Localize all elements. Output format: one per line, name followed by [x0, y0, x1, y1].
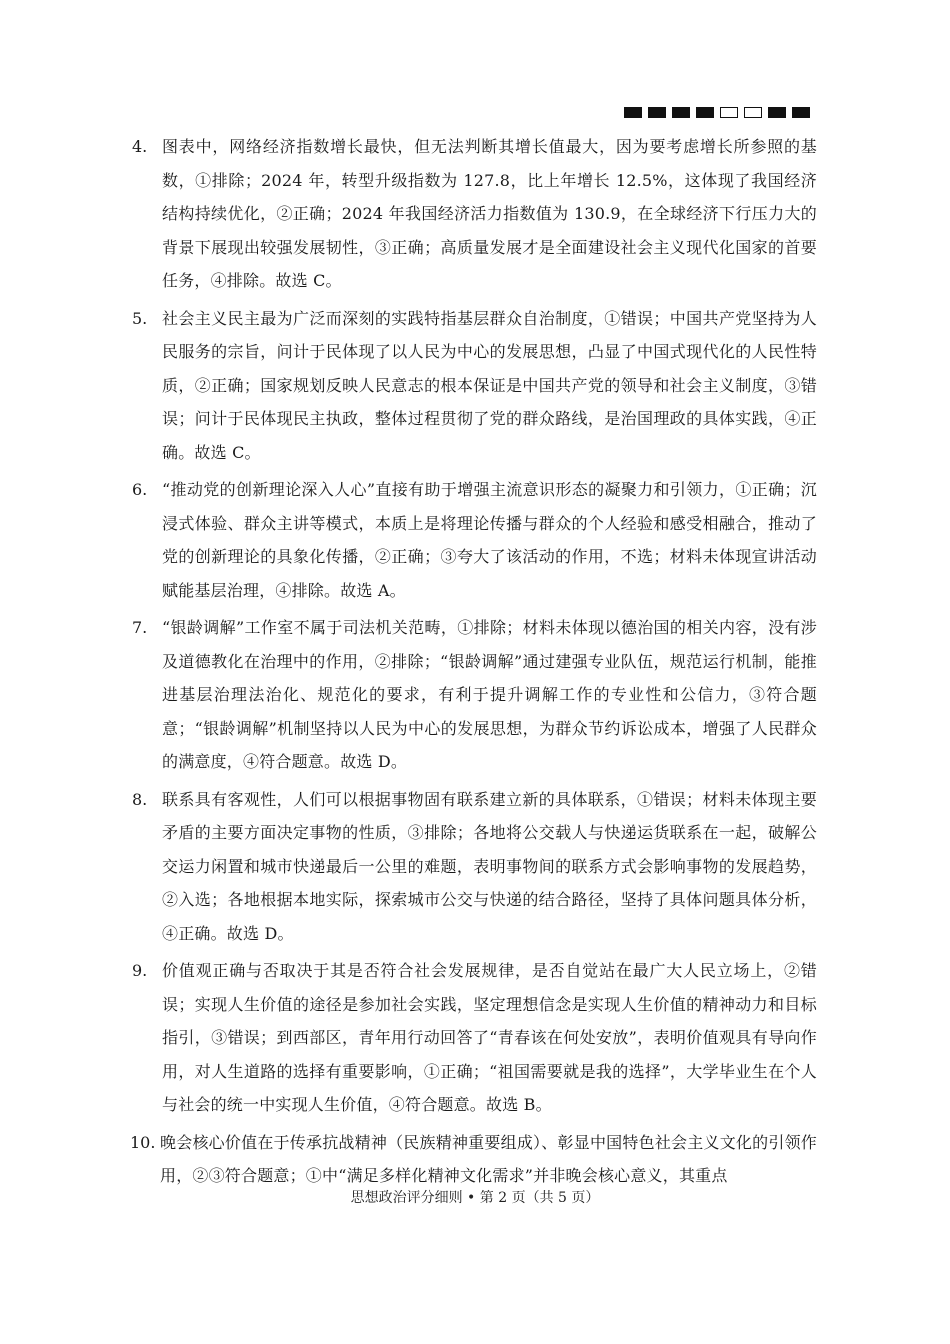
item-text: 晚会核心价值在于传承抗战精神（民族精神重要组成）、彰显中国特色社会主义文化的引领作用，②③符合题意；①中“满足多样化精神文化需求”并非晚会核心意义，其重点	[160, 1132, 817, 1185]
item-text: “银龄调解”工作室不属于司法机关范畴，①排除；材料未体现以德治国的相关内容，没有涉及道德教化在治理中的作用，②排除；“银龄调解”通过建强专业队伍，规范运行机制，能推进基层治理法治化、规范化的要求，有利于提升调解工作的专业性和公信力，③符合题意；“银龄调解”机制坚持以人民为中心的发展思想，为群众节约诉讼成本，增强了人民群众的满意度，④符合题意。故选 D。	[162, 618, 817, 771]
answer-list	[132, 130, 817, 1197]
answer-item	[132, 954, 817, 1122]
answer-item	[132, 611, 817, 779]
answer-item	[132, 302, 817, 470]
item-number: 8.	[132, 789, 148, 809]
item-text: “推动党的创新理论深入人心”直接有助于增强主流意识形态的凝聚力和引领力，①正确；沉浸式体验、群众主讲等模式，本质上是将理论传播与群众的个人经验和感受相融合，推动了党的创新理论的具象化传播，②正确；③夸大了该活动的作用，不选；材料未体现宣讲活动赋能基层治理，④排除。故选 A。	[162, 480, 817, 600]
item-text: 图表中，网络经济指数增长最快，但无法判断其增长值最大，因为要考虑增长所参照的基数，①排除；2024 年，转型升级指数为 127.8，比上年增长 12.5%，这体现了我国经济结构持续优化，②正确；2024 年我国经济活力指数值为 130.9，在全球经济下行压力大的背景下展现出较强发展韧性，③正确；高质量发展才是全面建设社会主义现代化国家的首要任务，④排除。故选 C。	[162, 137, 817, 290]
item-number: 7.	[132, 618, 148, 637]
item-number: 9.	[132, 961, 148, 980]
item-text: 社会主义民主最为广泛而深刻的实践特指基层群众自治制度，①错误；中国共产党坚持为人民服务的宗旨，问计于民体现了以人民为中心的发展思想，凸显了中国式现代化的人民性特质，②正确；国家规划反映人民意志的根本保证是中国共产党的领导和社会主义制度，③错误；问计于民体现民主执政，整体过程贯彻了党的群众路线，是治国理政的具体实践，④正确。故选 C。	[162, 308, 817, 462]
item-text: 价值观正确与否取决于其是否符合社会发展规律，是否自觉站在最广大人民立场上，②错误；实现人生价值的途径是参加社会实践，坚定理想信念是实现人生价值的精神动力和目标指引，③错误；到西部区，青年用行动回答了“青春该在何处安放”，表明价值观具有导向作用，对人生道路的选择有重要影响，①正确；“祖国需要就是我的选择”，大学毕业生在个人与社会的统一中实现人生价值，④符合题意。故选 B。	[162, 961, 817, 1114]
answer-item	[132, 130, 817, 298]
header-mark	[792, 107, 810, 118]
answer-item	[132, 783, 817, 951]
item-number: 10.	[130, 1132, 156, 1152]
header-mark	[720, 107, 738, 118]
item-text: 联系具有客观性，人们可以根据事物固有联系建立新的具体联系，①错误；材料未体现主要矛盾的主要方面决定事物的性质，③排除；各地将公交载人与快递运货联系在一起，破解公交运力闲置和城市快递最后一公里的难题，表明事物间的联系方式会影响事物的发展趋势，②入选；各地根据本地实际，探索城市公交与快递的结合路径，坚持了具体问题具体分析，④正确。故选 D。	[162, 789, 817, 943]
item-number: 4.	[132, 137, 148, 156]
header-marks	[624, 107, 810, 118]
page-footer: 思想政治评分细则 • 第 2 页（共 5 页）	[350, 1190, 600, 1206]
header-mark	[672, 107, 690, 118]
answer-item	[132, 1126, 817, 1193]
header-mark	[768, 107, 786, 118]
header-mark	[624, 107, 642, 118]
item-number: 5.	[132, 308, 148, 328]
item-number: 6.	[132, 480, 148, 499]
answer-item	[132, 473, 817, 607]
header-mark	[648, 107, 666, 118]
header-mark	[696, 107, 714, 118]
header-mark	[744, 107, 762, 118]
